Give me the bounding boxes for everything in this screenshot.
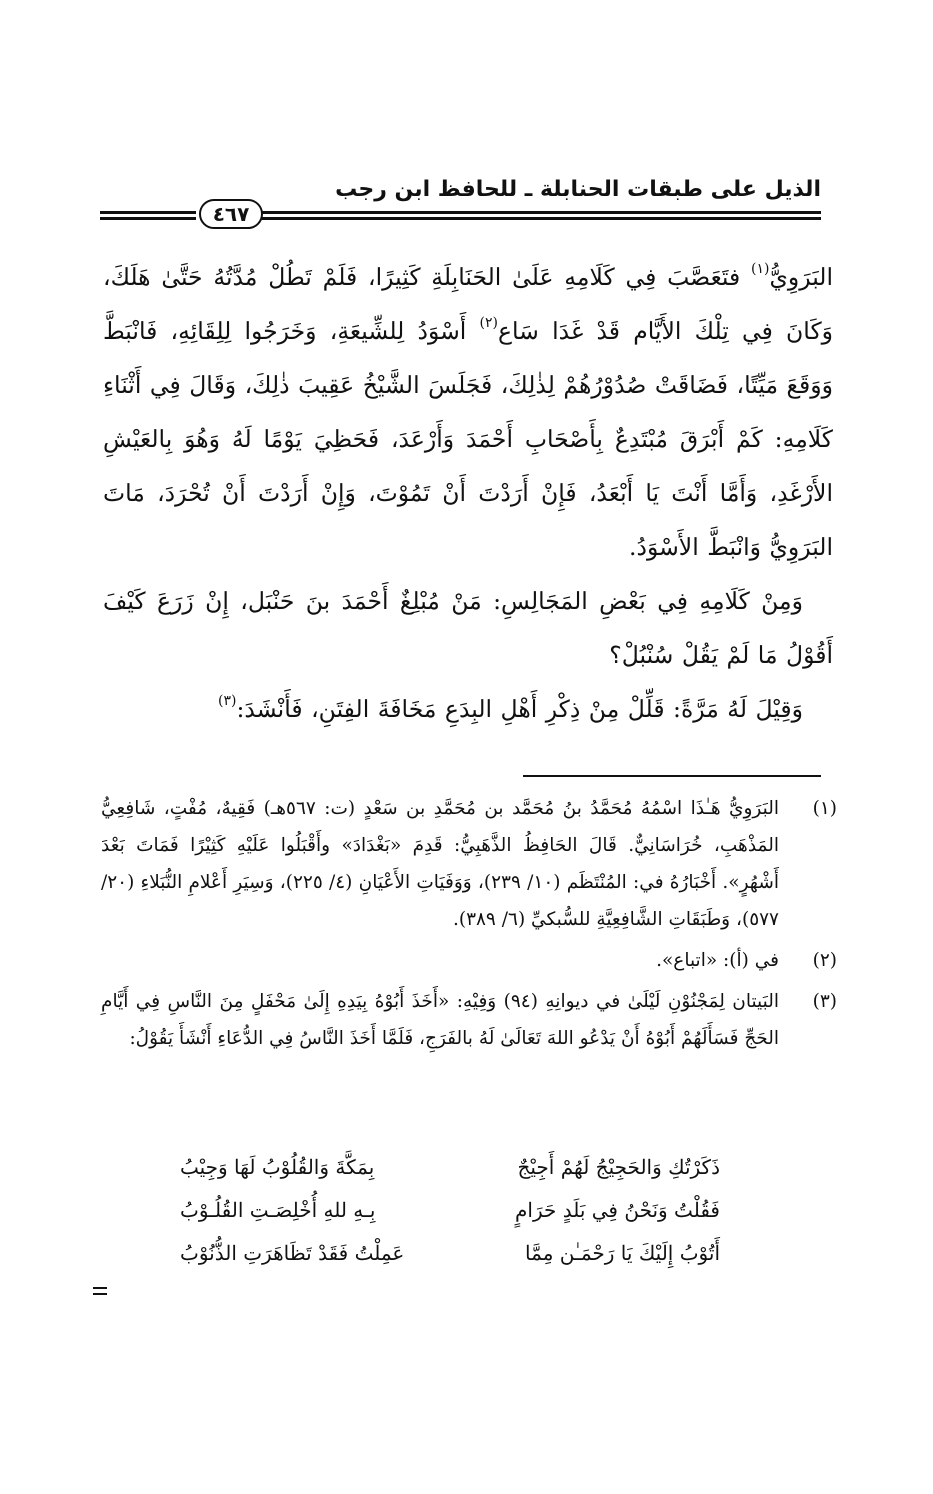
verse-second-hemistich: عَمِلْتُ فَقَدْ تَظَاهَرَتِ الذُّنُوْبُ [180,1241,405,1265]
paragraph-1-lead: البَرَوِيُّ [769,263,833,291]
footnote-number: (٣) [812,991,837,1012]
footnote-separator [523,775,821,777]
footnote-ref-2: (٢) [479,315,498,331]
paragraph-2: وَمِنْ كَلَامِهِ فِي بَعْضِ المَجَالِسِ: مَنْ مُبْلِغٌ أَحْمَدَ بنَ حَنْبَل، إِنْ زَرَعَ كَيْفَ أَقُوْلُ مَا لَمْ يَقُلْ سُنْبُلْ؟ [103,587,833,669]
paragraph-1 [103,250,833,574]
verse-line [180,1232,720,1275]
footnote-1 [101,790,837,938]
poem [180,1146,720,1275]
paragraph-3 [103,682,833,736]
paragraph-1-text: فتَعَصَّبَ فِي كَلَامِهِ عَلَىٰ الحَنَابِلَةِ كَثِيرًا، فَلَمْ تَطُلْ مُدَّتُهُ حَتَّىٰ هَلَكَ، وَكَانَ فِي تِلْكَ الأَيَّام قَدْ غَدَا سَاع [103,263,833,345]
running-title: الذيل على طبقات الحنابلة ـ للحافظ ابن رجب [335,177,821,202]
footnote-number: (١) [812,798,837,819]
footnote-text: البَرَوِيُّ هَـٰذَا اسْمُهُ مُحَمَّدُ بنُ مُحَمَّد بن مُحَمَّدِ بن سَعْدٍ (ت: ٥٦٧هـ) فَقِيهٌ، مُفْتٍ، شَافِعِيُّ المَذْهَبِ، خُرَاسَانِيٌّ. قَالَ الحَافِظُ الذَّهَبِيُّ: قَدِمَ «بَغْدَادَ» وأَقْبَلُوا عَلَيْهِ كَثِيْرًا فَمَاتَ بَعْدَ أَشْهُرٍ». أَخْبَارُهُ في: المُنْتَظَم (١٠/ ٢٣٩)، وَوَفَيَاتِ الأَعْيَانِ (٤/ ٢٢٥)، وَسِيَرِ أَعْلامِ النُّبَلاءِ (٢٠/ ٥٧٧)، وَطَبَقَاتِ الشَّافِعِيَّةِ للسُّبكيِّ (٦/ ٣٨٩). [101,798,779,930]
main-text [103,250,833,736]
verse-first-hemistich: فَقُلْتُ وَنَحْنُ فِي بَلَدٍ حَرَامٍ [515,1198,720,1222]
header-rule-right [262,208,821,224]
verse-line [180,1146,720,1189]
verse-line [180,1189,720,1232]
verse-second-hemistich: بِمَكَّةَ وَالقُلُوْبُ لَهَا وَجِيْبُ [180,1155,375,1179]
footnote-2 [101,942,837,979]
footnote-ref-1: (١) [751,261,770,277]
paragraph-3-text: وَقِيْلَ لَهُ مَرَّةً: قَلِّلْ مِنْ ذِكْرِ أَهْلِ البِدَعِ مَخَافَةَ الفِتَنِ، فَأَنْشَدَ: [236,695,803,723]
paragraph-1-rest: أَسْوَدُ لِلشِّيعَةِ، وَخَرَجُوا لِلِقَائِهِ، فَانْبَطَّ وَوَقَعَ مَيِّتًا، فَضَاقَتْ صُدُوْرُهُمْ لِذٰلِكَ، فَجَلَسَ الشَّيْخُ عَقِيبَ ذٰلِكَ، وَقَالَ فِي أَثْنَاءِ كَلَامِهِ: كَمْ أَبْرَقَ مُبْتَدِعٌ بِأَصْحَابِ أَحْمَدَ وَأَرْعَدَ، فَحَظِيَ يَوْمًا لَهُ وَهُوَ بِالعَيْشِ الأَرْغَدِ، وَأَمَّا أَنْتَ يَا أَبْعَدُ، فَإِنْ أَرَدْتَ أَنْ تَمُوْتَ، وَإِنْ أَرَدْتَ أَنْ تُحْرَدَ، مَاتَ البَرَوِيُّ وَانْبَطَّ الأَسْوَدُ. [103,317,833,561]
header-rule-left [100,208,196,224]
verse-second-hemistich: بِـهِ للهِ أُخْلِصَـتِ القُلُـوْبُ [180,1198,376,1222]
verse-first-hemistich: أَتُوْبُ إِلَيْكَ يَا رَحْمَـٰن مِمَّا [525,1241,720,1265]
page-number: ٤٦٧ [199,199,263,229]
footnote-3 [101,983,837,1057]
footnote-text: البَيتان لِمَجْنُوْنِ لَيْلَىٰ في ديوانِهِ (٩٤) وَفِيْهِ: «أَخَذَ أَبُوْهُ بِيَدِهِ إِلَىٰ مَحْفَلٍ مِنَ النَّاسِ فِي أَيَّامِ الحَجِّ فَسَأَلَهُمْ أَبُوْهُ أَنْ يَدْعُو اللهَ تَعَالَىٰ لَهُ بالفَرَجِ، فَلَمَّا أَخَذَ النَّاسُ فِي الدُّعَاءِ أَنْشَأَ يَقُوْلُ: [101,991,780,1049]
footnote-text: في (أ): «اتباع». [656,950,779,971]
footnote-number: (٢) [812,950,837,971]
verse-first-hemistich: ذَكَرْتُكِ وَالحَجِيْجُ لَهُمْ أَجِيْجٌ [517,1155,720,1179]
footnotes [101,790,837,1061]
footnote-ref-3: (٣) [218,693,237,709]
continuation-mark [93,1287,107,1295]
